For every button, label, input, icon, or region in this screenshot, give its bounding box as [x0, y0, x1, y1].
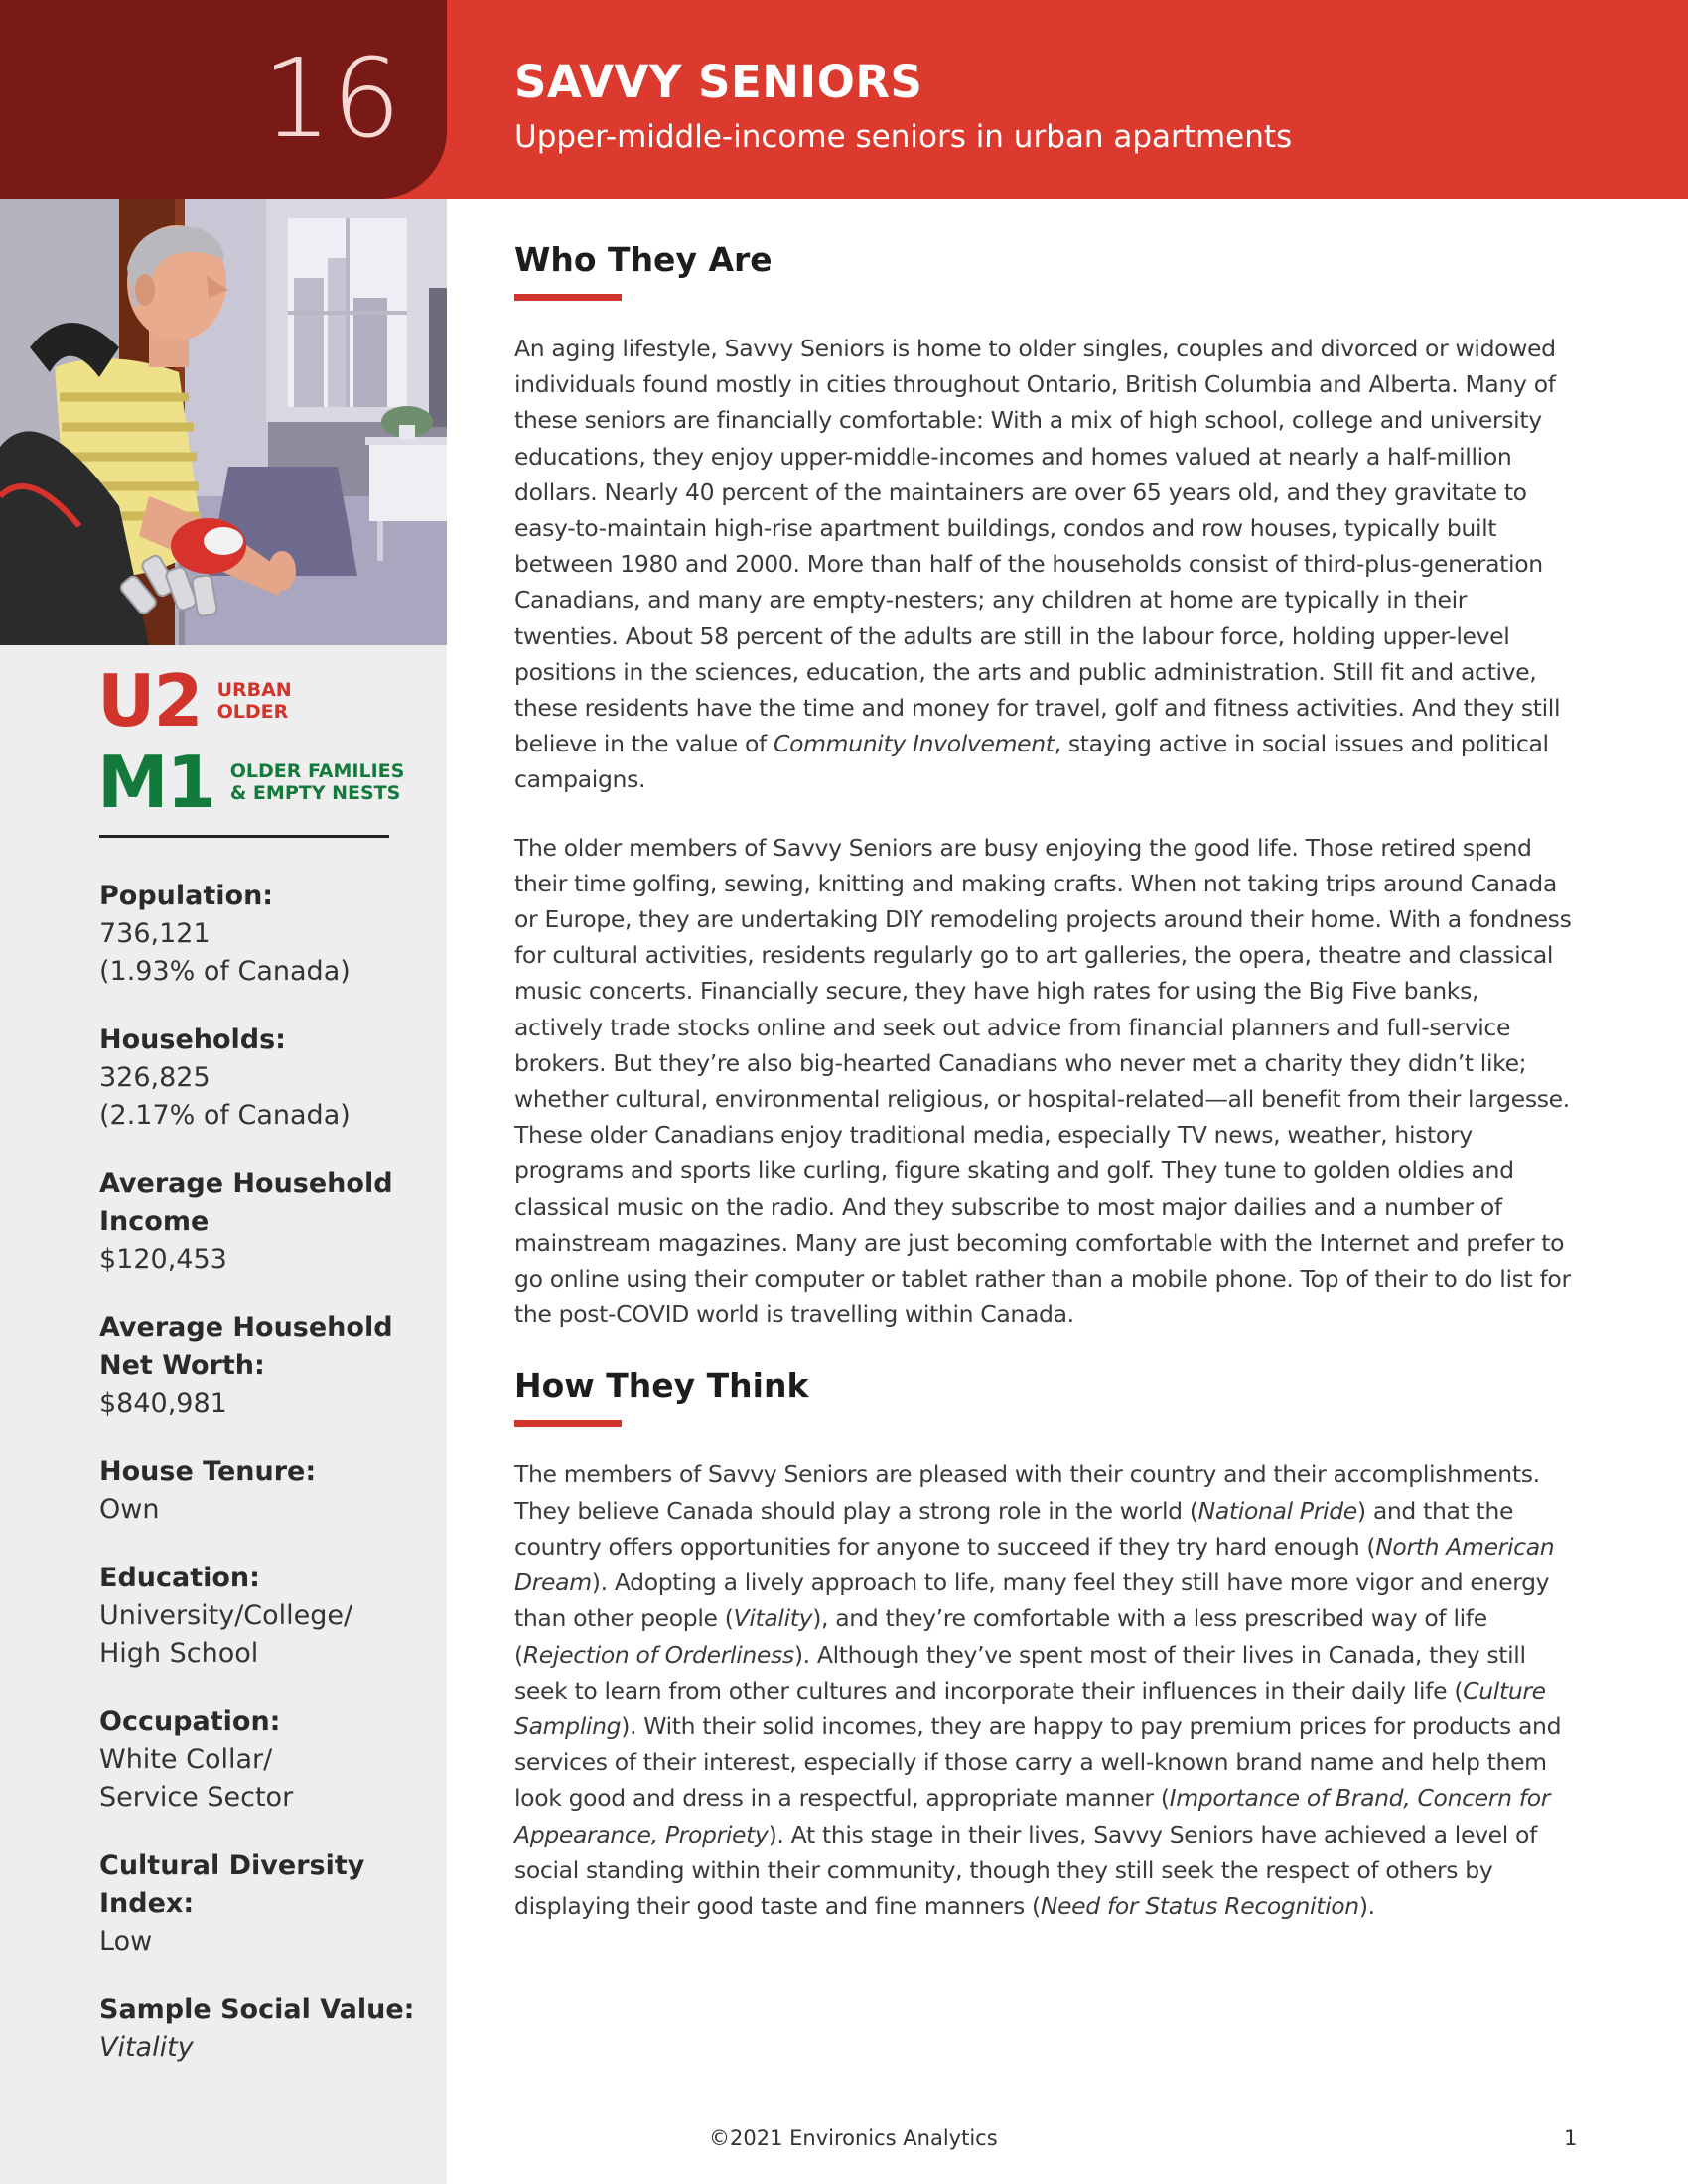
sidebar: [0, 199, 447, 2184]
segment-number: 16: [262, 35, 401, 162]
header-bar: [0, 0, 1688, 199]
stat-value: Low: [99, 1926, 153, 1957]
stat-value: Vitality: [99, 2032, 194, 2063]
section-heading-how: How They Think: [514, 1366, 809, 1406]
stat-value: 736,121 (1.93% of Canada): [99, 918, 351, 987]
paragraph: The members of Savvy Seniors are pleased with their country and their accomplishments. They believe Canada should play a strong role in the world (National Pride) and that the country offers opportunities for anyone to succeed if they try hard enough (North American Dream). Adopting a lively approach to life, many feel they still have more vigor and energy than other people (Vitality), and they’re comfortable with a less prescribed way of life (Rejection of Orderliness). Although they’ve spent most of their lives in Canada, they still seek to learn from other cultures and incorporate their influences in their daily life (Culture Sampling). With their solid incomes, they are happy to pay premium prices for products and services of their interest, especially if those carry a well-known brand name and help them look good and dress in a respectful, appropriate manner (Importance of Brand, Concern for Appearance, Propriety). At this stage in their lives, Savvy Seniors have achieved a level of social standing within their community, though they still seek the respect of others by displaying their good taste and fine manners (Need for Status Recognition).: [514, 1460, 1562, 1920]
social-value-term: Importance of Brand, Concern for Appearance, Propriety: [514, 1784, 1551, 1848]
stat-label: Sample Social Value:: [99, 1994, 415, 2025]
urbanity-code-value: U2: [97, 659, 202, 743]
stat-label: Education:: [99, 1563, 260, 1593]
social-value-term: North American Dream: [514, 1532, 1555, 1597]
social-value-term: Rejection of Orderliness: [522, 1640, 794, 1669]
segment-number-block: [0, 0, 447, 199]
stat-cultural-diversity: [99, 1847, 432, 1961]
stat-net-worth: [99, 1309, 432, 1423]
stat-households: [99, 1022, 432, 1135]
stat-occupation: [99, 1704, 432, 1817]
heading-rule: [514, 294, 622, 301]
stat-label: Population:: [99, 881, 274, 911]
segment-subtitle: Upper-middle-income seniors in urban apartments: [514, 119, 1293, 155]
stat-label: Average Household Net Worth:: [99, 1312, 393, 1381]
stat-label: Occupation:: [99, 1706, 281, 1737]
stat-population: [99, 878, 432, 991]
demographic-stats: [99, 878, 432, 2098]
stat-household-income: [99, 1165, 432, 1279]
social-value-term: Need for Status Recognition: [1040, 1891, 1359, 1920]
stat-label: Average Household Income: [99, 1168, 393, 1237]
stat-value: $120,453: [99, 1244, 227, 1275]
social-value-term: Community Involvement: [774, 730, 1055, 758]
stat-social-value: [99, 1991, 432, 2067]
stat-education: [99, 1560, 432, 1673]
stat-house-tenure: [99, 1453, 432, 1529]
section-how: [514, 1364, 1572, 1924]
social-value-term: National Pride: [1197, 1496, 1357, 1525]
segment-title: SAVVY SENIORS: [514, 56, 923, 108]
stat-label: Cultural Diversity Index:: [99, 1850, 365, 1919]
stat-value: 326,825 (2.17% of Canada): [99, 1062, 351, 1131]
senior-golfer-illustration: [0, 199, 447, 645]
lifestage-code-label: OLDER FAMILIES & EMPTY NESTS: [229, 760, 405, 804]
stat-value: $840,981: [99, 1388, 227, 1419]
sidebar-divider: [99, 835, 389, 838]
main-content: [514, 238, 1572, 1956]
stat-label: Households:: [99, 1024, 286, 1055]
paragraph: An aging lifestyle, Savvy Seniors is home to older singles, couples and divorced or widowed individuals found mostly in cities throughout Ontario, British Columbia and Alberta. Many of these seniors are financially comfortable: With a mix of high school, college and university educations, they enjoy upper-middle-incomes and homes valued at nearly a half-million dollars. Nearly 40 percent of the maintainers are over 65 years old, and they gravitate to easy-to-maintain high-rise apartment buildings, condos and row houses, typically built between 1980 and 2000. More than half of the households consist of third-plus-generation Canadians, and many are empty-nesters; any children at home are typically in their twenties. About 58 percent of the adults are still in the labour force, holding upper-level positions in the sciences, education, the arts and public administration. Still fit and active, these residents have the time and money for travel, golf and fitness activities. And they still believe in the value of Community Involvement, staying active in social issues and political campaigns.: [514, 335, 1561, 794]
urbanity-code: [97, 659, 292, 743]
stat-value: University/College/ High School: [99, 1600, 353, 1669]
page-number: 1: [1564, 2126, 1578, 2150]
social-value-term: Vitality: [733, 1604, 813, 1633]
lifestage-code-value: M1: [97, 741, 214, 824]
lifestage-code: [97, 741, 405, 824]
paragraph: The older members of Savvy Seniors are busy enjoying the good life. Those retired spend their time golfing, sewing, knitting and making crafts. When not taking trips around Canada or Europe, they are undertaking DIY remodeling projects around their home. With a fondness for cultural activities, residents regularly go to art galleries, the opera, theatre and classical music concerts. Financially secure, they have high rates for using the Big Five banks, actively trade stocks online and seek out advice from financial planners and full-service brokers. But they’re also big-hearted Canadians who never met a charity they didn’t like; whether cultural, environmental religious, or hospital-related—all benefit from their largesse. These older Canadians enjoy traditional media, especially TV news, weather, history programs and sports like curling, figure skating and golf. They tune to golden oldies and classical music on the radio. And they subscribe to most major dailies and a number of mainstream magazines. Many are just becoming comfortable with the Internet and prefer to go online using their computer or tablet rather than a mobile phone. Top of their to do list for the post-COVID world is travelling within Canada.: [514, 833, 1572, 1329]
social-value-term: Culture Sampling: [514, 1676, 1546, 1740]
heading-rule: [514, 1420, 622, 1427]
stat-label: House Tenure:: [99, 1456, 317, 1487]
footer-copyright: ©2021 Environics Analytics: [709, 2126, 998, 2150]
stat-value: White Collar/ Service Sector: [99, 1744, 294, 1813]
urbanity-code-label: URBAN OLDER: [216, 679, 292, 723]
stat-value: Own: [99, 1494, 160, 1525]
section-heading-who: Who They Are: [514, 240, 773, 279]
